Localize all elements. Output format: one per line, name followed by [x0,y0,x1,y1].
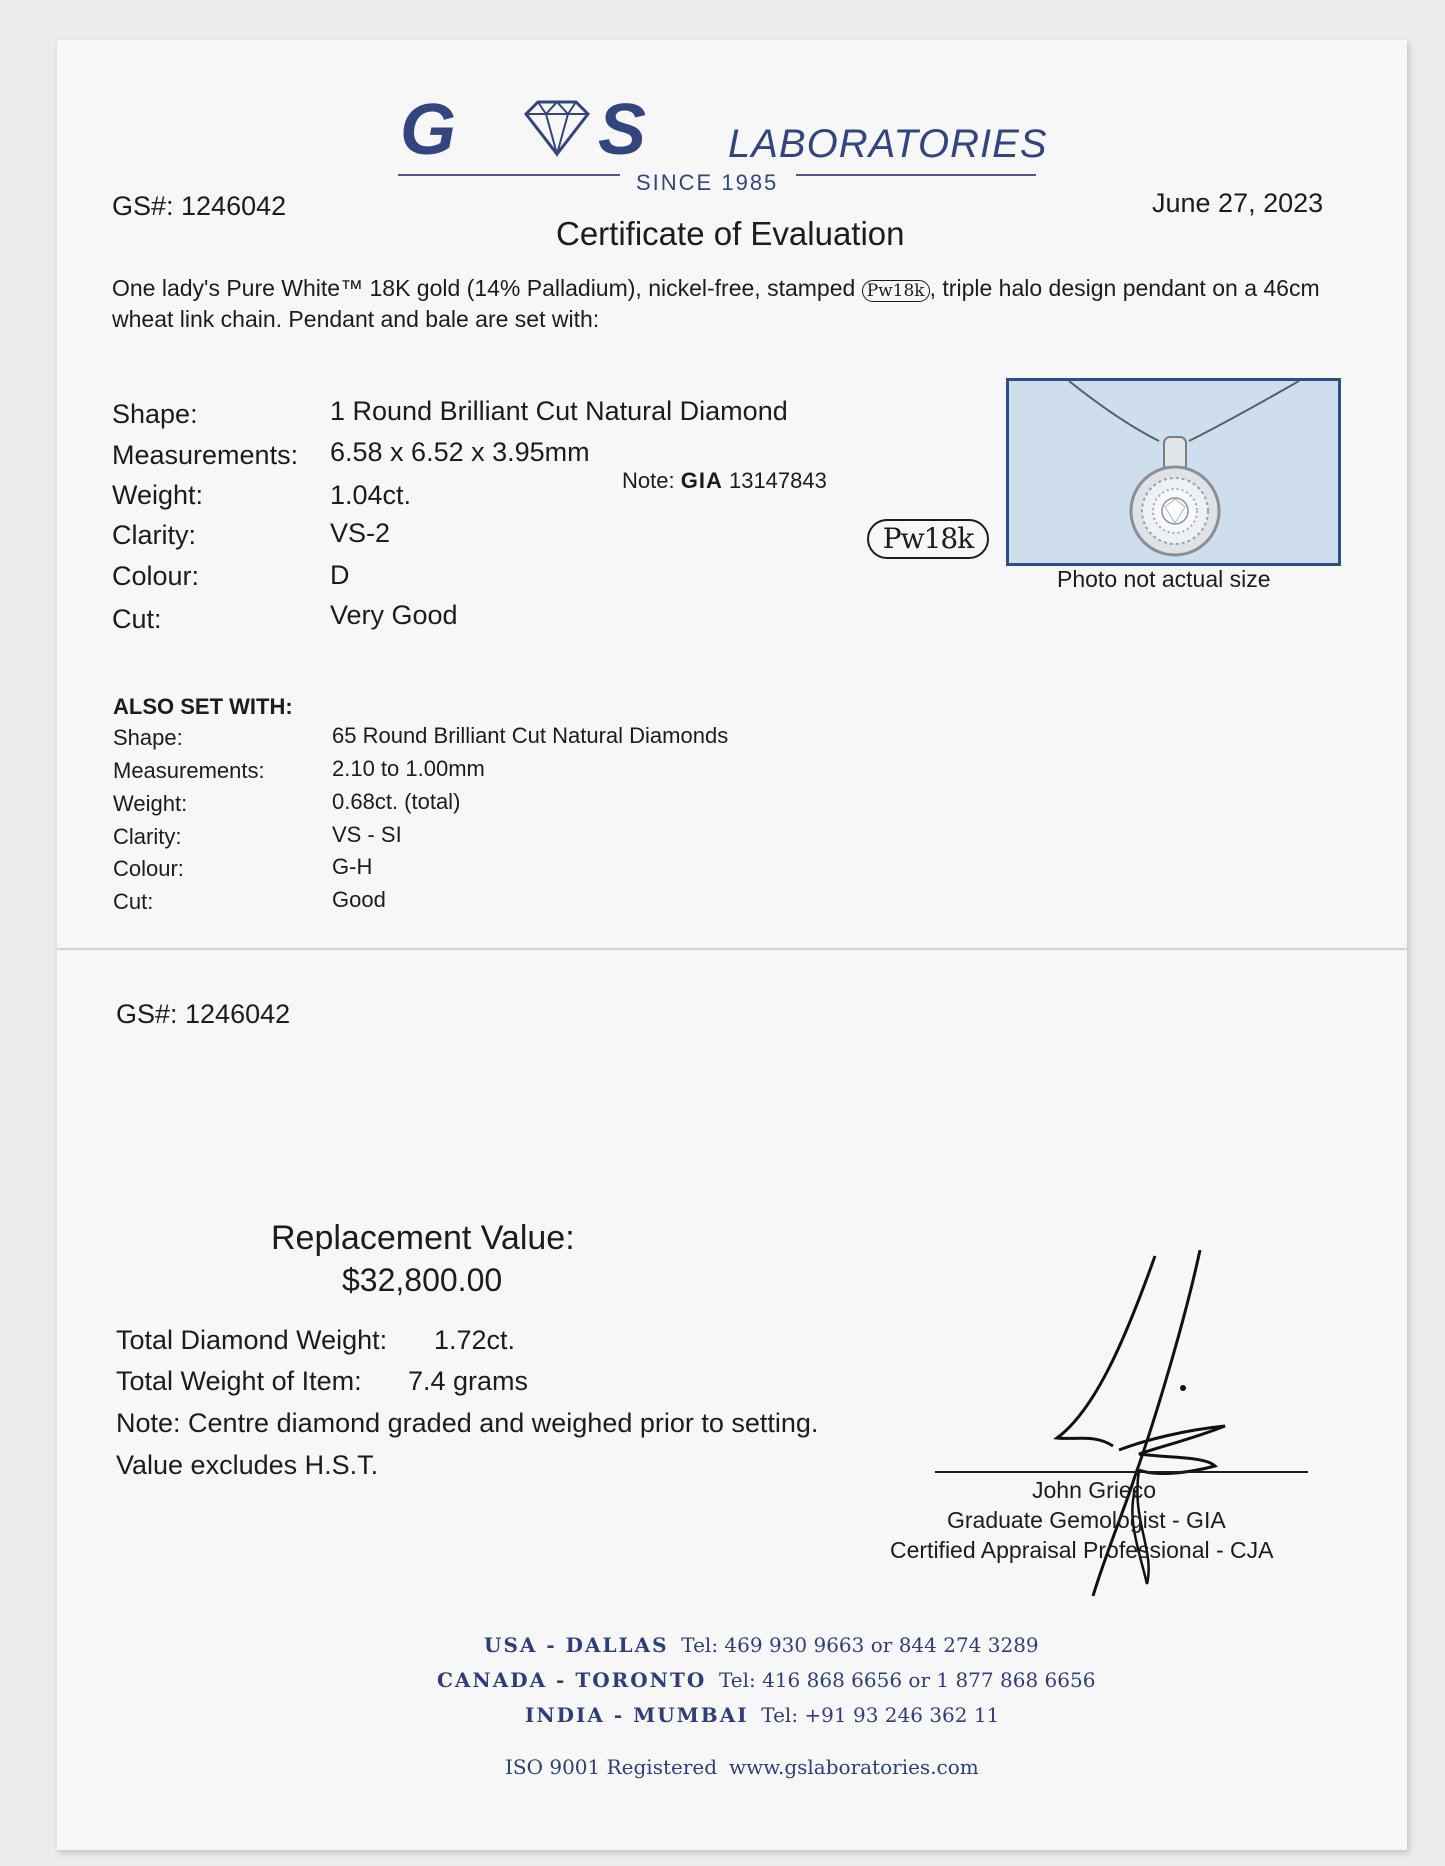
logo-rule-left [398,174,620,176]
also-set-with-heading: ALSO SET WITH: [113,694,293,719]
replacement-value-title: Replacement Value: [271,1219,575,1257]
also-clarity-value: VS - SI [332,822,402,847]
also-colour-label: Colour: [113,856,184,881]
main-shape-value: 1 Round Brilliant Cut Natural Diamond [330,396,788,426]
pw18k-stamp-inline: Pw18k [862,280,930,302]
pendant-illustration [1009,381,1338,563]
main-colour-label: Colour: [112,561,200,591]
footer-usa-location: USA - DALLAS [484,1633,669,1657]
note-prefix: Note: [622,468,675,493]
footer-india [525,1703,999,1727]
total-diamond-weight-value: 1.72ct. [434,1325,516,1355]
main-clarity-value: VS-2 [330,518,391,548]
signatory-title-cja: Certified Appraisal Professional - CJA [890,1537,1274,1563]
footer-iso: ISO 9001 Registered [505,1755,718,1779]
logo-rule-right [796,174,1036,176]
gia-number: 13147843 [728,468,827,493]
item-description [112,273,1342,335]
gia-logo: GIA [680,468,723,493]
footer-usa [484,1633,1039,1657]
main-shape-label: Shape: [112,399,198,429]
gs-number-bottom: GS#: 1246042 [116,999,291,1029]
main-weight-label: Weight: [112,480,204,510]
hst-note: Value excludes H.S.T. [116,1450,379,1480]
centre-diamond-note: Note: Centre diamond graded and weighed prior to setting. [116,1408,819,1438]
gs-logo [400,96,730,160]
also-weight-label: Weight: [113,791,188,816]
logo-wordmark: LABORATORIES [728,122,1048,166]
gs-number-top: GS#: 1246042 [112,191,287,221]
total-item-weight-label: Total Weight of Item: [116,1366,362,1396]
main-cut-label: Cut: [112,604,162,634]
description-part2: , triple halo design pendant on a 46cm wheat link chain. Pendant and bale are set with: [112,275,1320,332]
gia-note [622,468,827,494]
footer-canada [437,1668,1095,1692]
logo-letter-g: G [400,96,457,160]
description-part1: One lady's Pure White™ 18K gold (14% Palladium), nickel-free, stamped [112,275,856,301]
main-clarity-label: Clarity: [112,520,197,550]
main-cut-value: Very Good [330,600,458,630]
logo-since: SINCE 1985 [636,170,779,195]
certificate-title: Certificate of Evaluation [556,215,905,252]
fold-line [57,948,1407,950]
photo-caption: Photo not actual size [1057,566,1271,592]
also-measurements-label: Measurements: [113,758,265,783]
pw18k-stamp-large: Pw18k [867,519,989,559]
also-shape-label: Shape: [113,725,183,750]
footer-website[interactable]: www.gslaboratories.com [729,1755,979,1779]
footer-canada-location: CANADA - TORONTO [437,1668,707,1692]
total-diamond-weight-label: Total Diamond Weight: [116,1325,388,1355]
signatory-name: John Grieco [1032,1477,1157,1503]
footer-canada-tel: Tel: 416 868 6656 or 1 877 868 6656 [718,1668,1096,1692]
logo-letter-s: S [598,96,647,160]
main-measurements-label: Measurements: [112,440,299,470]
signature-line [935,1471,1308,1473]
diamond-icon [526,102,588,154]
also-clarity-label: Clarity: [113,824,182,849]
main-colour-value: D [330,560,350,590]
main-weight-value: 1.04ct. [330,480,412,510]
replacement-value-amount: $32,800.00 [342,1262,503,1298]
footer-india-location: INDIA - MUMBAI [525,1703,749,1727]
also-weight-value: 0.68ct. (total) [332,789,461,814]
footer-usa-tel: Tel: 469 930 9663 or 844 274 3289 [681,1633,1039,1657]
total-item-weight-value: 7.4 grams [408,1366,529,1396]
signatory-title-gia: Graduate Gemologist - GIA [947,1507,1226,1533]
certificate-date: June 27, 2023 [1152,188,1324,218]
main-measurements-value: 6.58 x 6.52 x 3.95mm [330,437,590,467]
also-shape-value: 65 Round Brilliant Cut Natural Diamonds [332,723,729,748]
also-colour-value: G-H [332,854,373,879]
also-cut-label: Cut: [113,889,154,914]
also-measurements-value: 2.10 to 1.00mm [332,756,485,781]
also-cut-value: Good [332,887,386,912]
pendant-photo [1006,378,1341,566]
footer-india-tel: Tel: +91 93 246 362 11 [761,1703,1000,1727]
